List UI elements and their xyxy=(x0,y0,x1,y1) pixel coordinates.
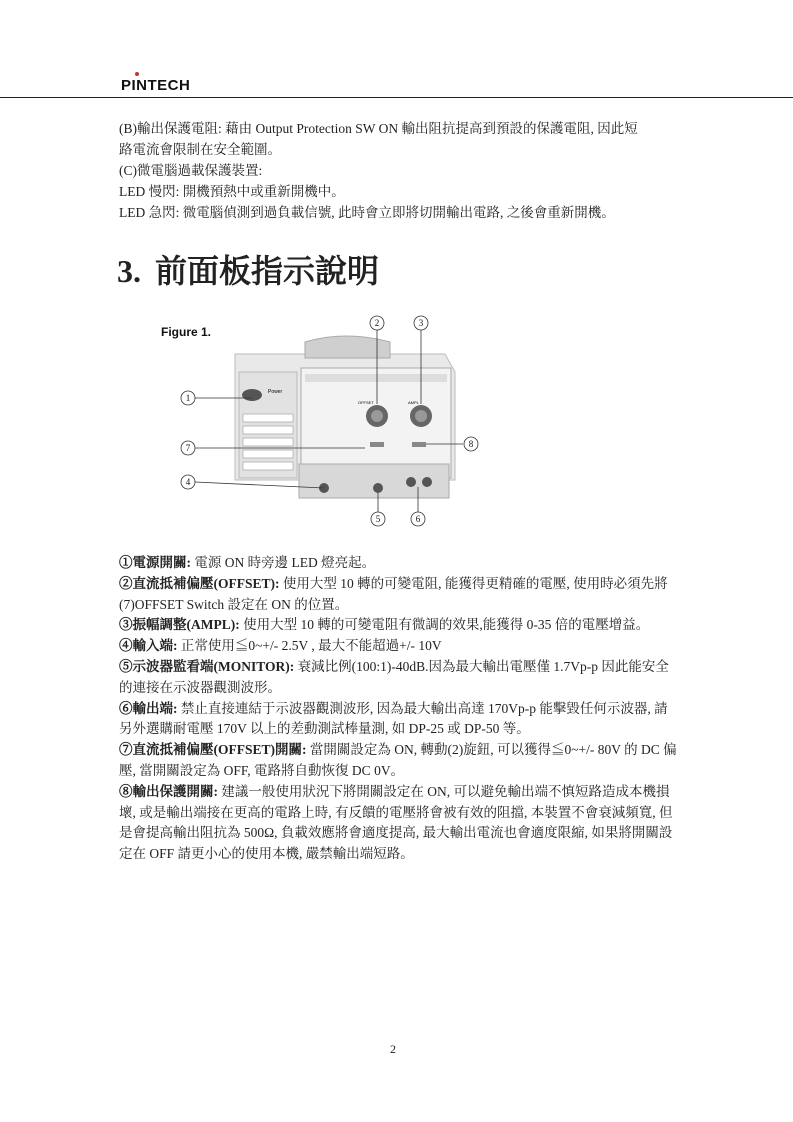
intro-line-3: (C)微電腦過載保護裝置: xyxy=(119,163,263,178)
desc-item-6 xyxy=(119,699,679,741)
desc-label: ④輸入端: xyxy=(119,638,178,654)
desc-item-7 xyxy=(119,740,679,782)
desc-item-2 xyxy=(119,574,679,616)
desc-text: 當開關設定為 ON, 轉動(2)旋鈕, 可以獲得≦0~+/- 80V 的 DC 偏壓, 當開關設定為 OFF, 電路將自動恢復 DC 0V。 xyxy=(119,742,677,778)
callout-7: 7 xyxy=(185,443,191,453)
desc-text: 建議一般使用狀況下將開關設定在 ON, 可以避免輸出端不慎短路造成本機損壞, 或是輸出端接在更高的電路上時, 有反饋的電壓將會被有效的阻擋, 本裝置不會衰減頻寬, 但是會提高輸出阻抗為 500Ω, 負載效應將會適度提高, 最大輸出電流也會適度限縮, 如果將開關設定在 OFF 請更小心的使用本機, 嚴禁輸出端短路。 xyxy=(119,783,673,862)
desc-label: ⑧輸出保護開關: xyxy=(119,783,218,799)
device-illustration xyxy=(155,312,495,532)
callout-2: 2 xyxy=(374,318,380,328)
panel-offset: OFFSET xyxy=(358,400,374,405)
pintech-logo xyxy=(121,77,190,94)
desc-item-5 xyxy=(119,657,679,699)
desc-text: 禁止直接連結于示波器觀測波形, 因為最大輸出高達 170Vp-p 能擊毀任何示波器, 請另外選購耐電壓 170V 以上的差動測試棒量測, 如 DP-25 或 DP-50 等。 xyxy=(119,700,668,737)
intro-line-4: LED 慢閃: 開機預熱中或重新開機中。 xyxy=(119,184,345,199)
intro-line-2: 路電流會限制在安全範圍。 xyxy=(119,142,281,157)
callout-1: 1 xyxy=(185,393,191,403)
logo-text: PINTECH xyxy=(121,77,191,94)
section-title: 前面板指示說明 xyxy=(155,253,380,289)
logo-dot xyxy=(135,72,139,76)
descriptions-block xyxy=(119,553,679,865)
desc-label: ⑤示波器監看端(MONITOR): xyxy=(119,658,295,674)
callout-4: 4 xyxy=(185,477,191,487)
desc-label: ①電源開關: xyxy=(119,555,191,570)
panel-ampl: AMPL xyxy=(408,400,419,405)
callout-5: 5 xyxy=(375,514,381,524)
callout-8: 8 xyxy=(468,439,474,449)
desc-label: ③振幅調整(AMPL): xyxy=(119,617,240,633)
desc-item-1 xyxy=(119,553,679,574)
callout-3: 3 xyxy=(418,318,424,328)
desc-item-4 xyxy=(119,636,679,657)
section-heading xyxy=(117,246,379,292)
intro-line-1: (B)輸出保護電阻: 藉由 Output Protection SW ON 輸出阻抗提高到預設的保護電阻, 因此短 xyxy=(119,121,638,136)
figure-caption: Figure 1. xyxy=(161,325,212,339)
header-rule xyxy=(0,97,793,98)
desc-label: ②直流抵補偏壓(OFFSET): xyxy=(119,575,280,591)
page-number: 2 xyxy=(390,1042,396,1056)
device-figure xyxy=(155,312,495,532)
panel-power: Power xyxy=(268,389,283,395)
desc-text: 衰減比例(100:1)-40dB.因為最大輸出電壓僅 1.7Vp-p 因此能安全的連接在示波器觀測波形。 xyxy=(119,658,669,695)
desc-label: ⑥輸出端: xyxy=(119,700,178,716)
desc-item-8 xyxy=(119,782,679,865)
desc-label: ⑦直流抵補偏壓(OFFSET)開關: xyxy=(119,742,307,758)
section-number: 3. xyxy=(117,253,141,289)
intro-line-5: LED 急閃: 微電腦偵測到過負載信號, 此時會立即將切開輸出電路, 之後會重新開機。 xyxy=(119,205,615,220)
desc-text: 正常使用≦0~+/- 2.5V , 最大不能超過+/- 10V xyxy=(177,638,442,654)
desc-text: 使用大型 10 轉的可變電阻有微調的效果,能獲得 0-35 倍的電壓增益。 xyxy=(239,617,650,633)
desc-text: 使用大型 10 轉的可變電阻, 能獲得更精確的電壓, 使用時必須先將(7)OFFSET Switch 設定在 ON 的位置。 xyxy=(119,575,668,612)
desc-text: 電源 ON 時旁邊 LED 燈亮起。 xyxy=(191,555,376,570)
desc-item-3 xyxy=(119,615,679,636)
callout-6: 6 xyxy=(415,514,421,524)
